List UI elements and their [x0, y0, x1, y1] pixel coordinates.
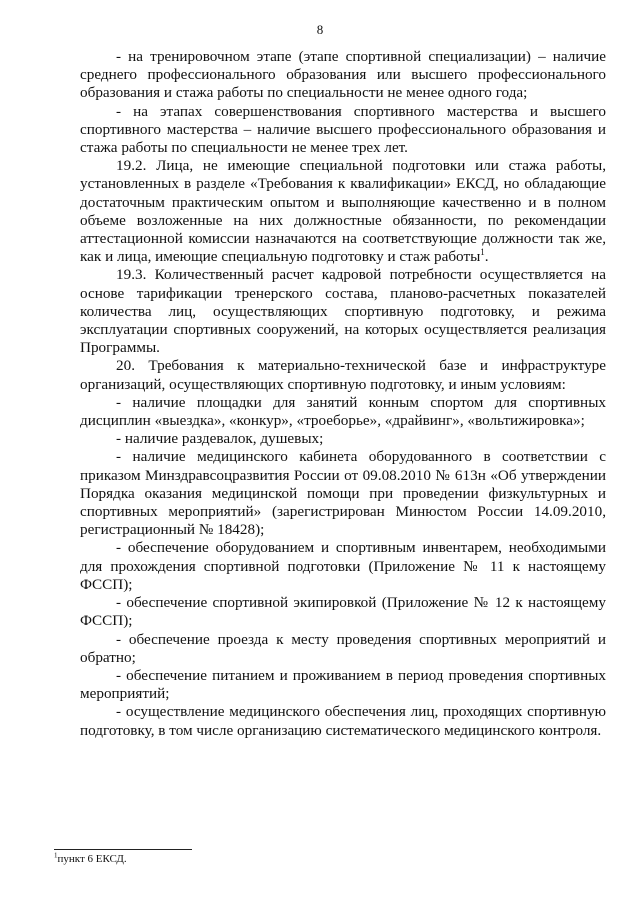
- list-item-meals-accommodation: - обеспечение питанием и проживанием в период проведения спортивных мероприятий;: [80, 666, 606, 703]
- footnote-divider: [54, 849, 192, 850]
- paragraph-19-2-text: 19.2. Лица, не имеющие специальной подготовки или стажа работы, установленных в разделе «Требования к квалификации» ЕКСД, но обладающие достаточным практическим опытом и выполняющие качественно и в полном объеме возложенные на них должностные обязанности, по рекомендации аттестационной комиссии назначаются на соответствующие должности так же, как и лица, имеющие специальную подготовку и стаж работы: [80, 157, 606, 266]
- footnote-marker: 1: [54, 851, 58, 860]
- list-item-changing-rooms: - наличие раздевалок, душевых;: [116, 430, 324, 448]
- list-item-equipment: - обеспечение оборудованием и спортивным инвентарем, необходимыми для прохождения спортивной подготовки (Приложение № 11 к настоящему ФССП);: [80, 539, 606, 593]
- list-item-travel: - обеспечение проезда к месту проведения спортивных мероприятий и обратно;: [80, 630, 606, 666]
- list-item-medical-support: - осуществление медицинского обеспечения лиц, проходящих спортивную подготовку, в том числе организацию систематического медицинского контроля.: [80, 703, 606, 739]
- paragraph-training-stage: - на тренировочном этапе (этапе спортивной специализации) – наличие среднего профессионального образования или высшего профессионального образования и стажа работы по специальности не менее одного года;: [80, 48, 606, 102]
- list-item-riding-ground: - наличие площадки для занятий конным спортом для спортивных дисциплин «выездка», «конкур», «троеборье», «драйвинг», «вольтижировка»;: [80, 393, 606, 430]
- paragraph-20: 20. Требования к материально-технической базе и инфраструктуре организаций, осуществляющих спортивную подготовку, и иным условиям:: [80, 357, 606, 393]
- footnote: [54, 853, 127, 866]
- body-text: [80, 48, 606, 740]
- footnote-reference: 1: [480, 247, 485, 258]
- paragraph-19-2-tail: .: [484, 248, 489, 266]
- list-item-sports-gear: - обеспечение спортивной экипировкой (Приложение № 12 к настоящему ФССП);: [80, 594, 606, 630]
- list-item-medical-office: - наличие медицинского кабинета оборудованного в соответствии с приказом Минздравсоцразвития России от 09.08.2010 № 613н «Об утверждении Порядка оказания медицинской помощи при проведении физкультурных и спортивных мероприятий» (зарегистрирован Минюстом России 14.09.2010, регистрационный № 18428);: [80, 448, 606, 539]
- paragraph-19-3: 19.3. Количественный расчет кадровой потребности осуществляется на основе тарификации тренерского состава, планово-расчетных показателей количества лиц, осуществляющих спортивную подготовку, и режима эксплуатации спортивных сооружений, на которых осуществляется реализация Программы.: [80, 266, 606, 357]
- paragraph-higher-mastery-stage: - на этапах совершенствования спортивного мастерства и высшего спортивного мастерства – наличие высшего профессионального образования и стажа работы по специальности не менее трех лет.: [80, 102, 606, 157]
- paragraph-19-2: [80, 157, 606, 266]
- footnote-text: пункт 6 ЕКСД.: [57, 853, 127, 865]
- page-number: 8: [316, 22, 324, 37]
